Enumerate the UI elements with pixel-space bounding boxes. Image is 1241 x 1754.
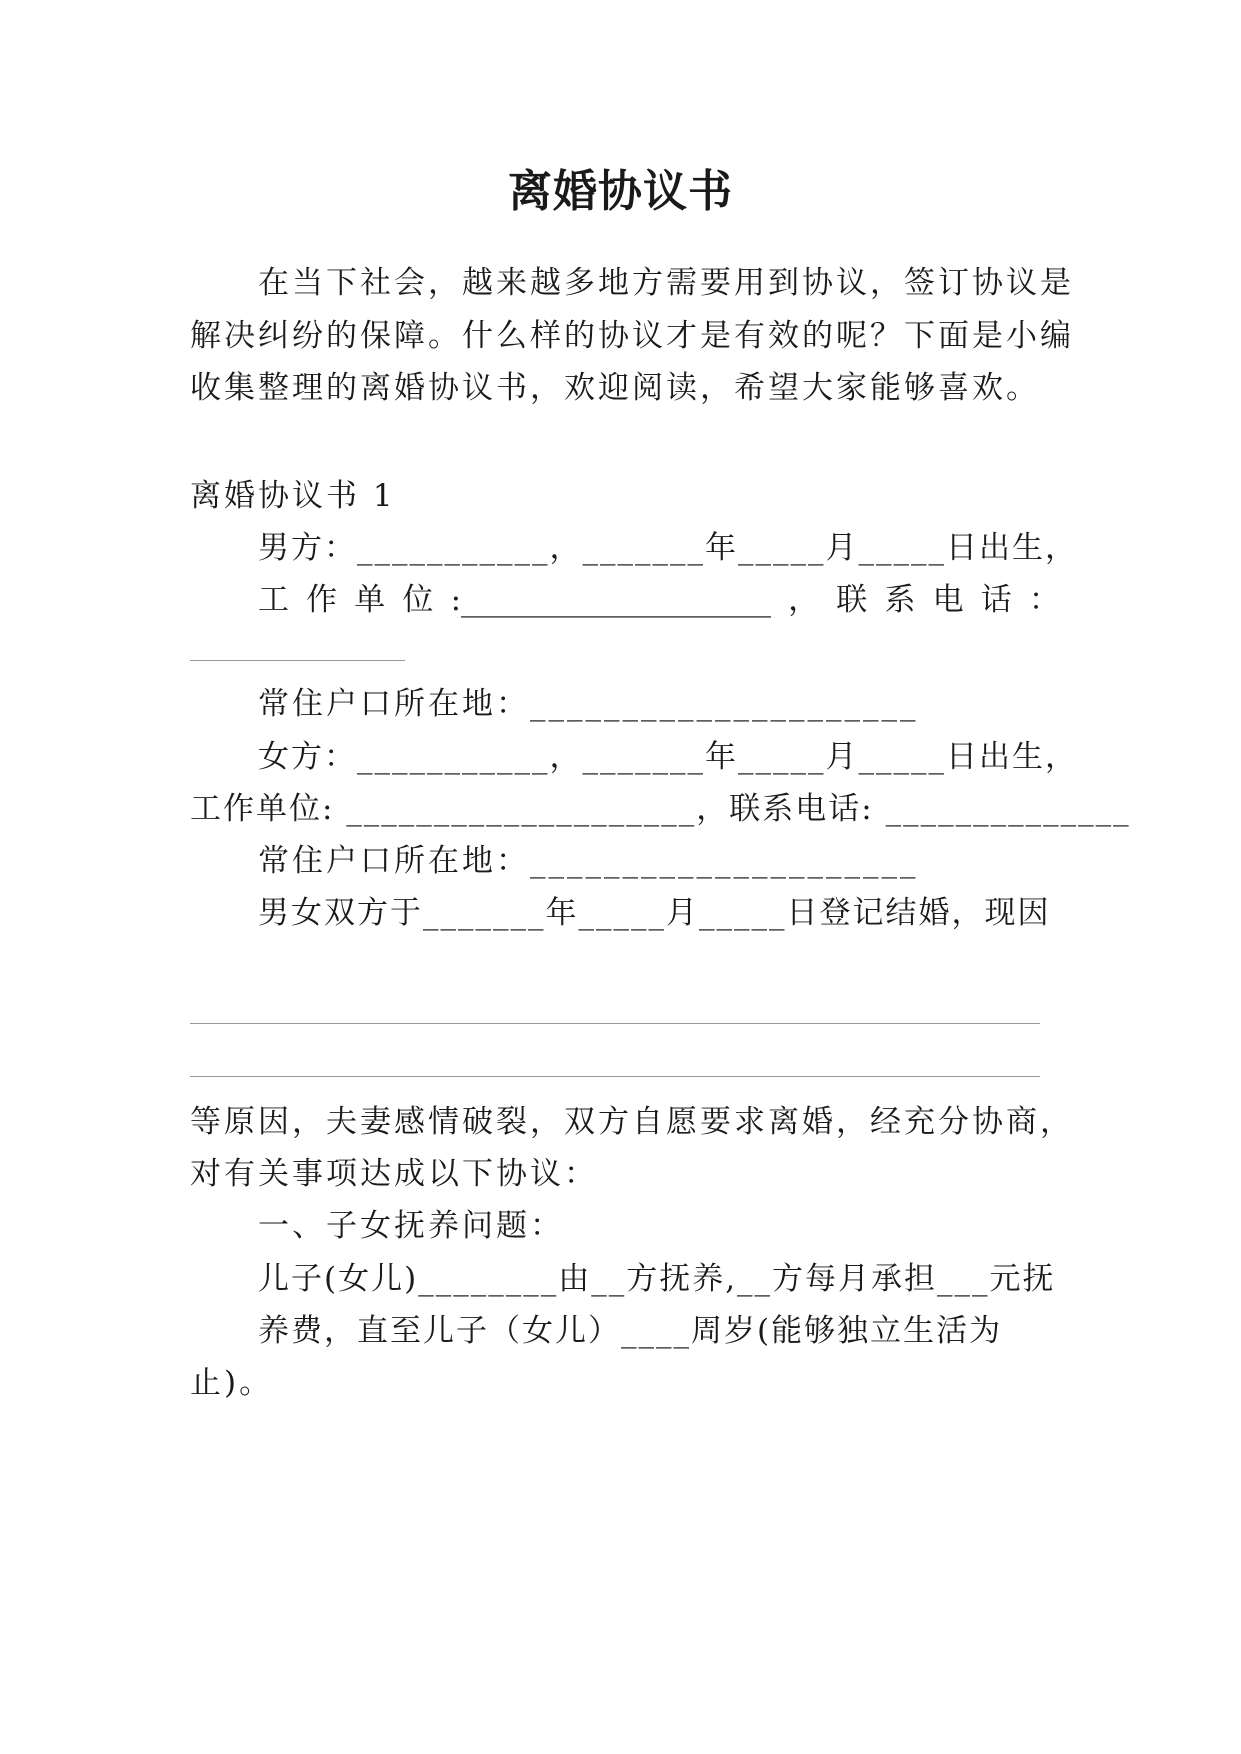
clause-1-line-1: 儿子(女儿)________由__方抚养,__方每月承担___元抚 bbox=[258, 1261, 1056, 1297]
woman-info-line: 女方：___________，_______年_____月_____日出生， bbox=[258, 739, 1078, 775]
man-work-char: 联 bbox=[836, 582, 868, 618]
man-work-char: 作 bbox=[306, 582, 338, 618]
section-heading: 离婚协议书 1 bbox=[190, 478, 396, 514]
man-work-blank: :____________________ bbox=[450, 582, 772, 618]
man-work-char: 工 bbox=[258, 582, 289, 618]
clause-1-line-3: 止)。 bbox=[190, 1365, 274, 1401]
clause-1-line-2: 养费，直至儿子（女儿）____周岁(能够独立生活为 bbox=[258, 1313, 1003, 1349]
man-work-char: 电 bbox=[932, 582, 964, 618]
reason-line-1: 等原因，夫妻感情破裂，双方自愿要求离婚，经充分协商， bbox=[190, 1104, 1074, 1140]
woman-work-line: 工作单位: ____________________，联系电话: ______________ bbox=[190, 791, 1131, 827]
intro-line-1: 在当下社会，越来越多地方需要用到协议，签订协议是 bbox=[258, 265, 1074, 301]
reason-blank-line-2 bbox=[190, 1076, 1040, 1077]
man-work-char: ， bbox=[788, 582, 820, 618]
intro-line-3: 收集整理的离婚协议书，欢迎阅读，希望大家能够喜欢。 bbox=[190, 370, 1040, 406]
intro-line-2: 解决纠纷的保障。什么样的协议才是有效的呢？下面是小编 bbox=[190, 318, 1074, 354]
marriage-line: 男女双方于_______年_____月_____日登记结婚，现因 bbox=[258, 895, 1051, 931]
man-work-char: 话 bbox=[980, 582, 1012, 618]
man-phone-blank-line bbox=[190, 660, 405, 661]
man-work-char: 单 bbox=[354, 582, 386, 618]
man-work-char: 系 bbox=[884, 582, 916, 618]
reason-blank-line-1 bbox=[190, 1023, 1040, 1024]
man-work-line bbox=[258, 580, 1060, 620]
clause-1-heading: 一、子女抚养问题： bbox=[258, 1208, 564, 1244]
woman-residence-line: 常住户口所在地：_____________________ bbox=[258, 843, 919, 879]
reason-line-2: 对有关事项达成以下协议： bbox=[190, 1156, 598, 1192]
document-title: 离婚协议书 bbox=[508, 166, 733, 217]
man-work-char: 位 bbox=[402, 582, 434, 618]
man-work-char: ： bbox=[1028, 582, 1060, 618]
man-info-line: 男方：___________，_______年_____月_____日出生， bbox=[258, 530, 1078, 566]
man-residence-line: 常住户口所在地：_____________________ bbox=[258, 686, 919, 722]
